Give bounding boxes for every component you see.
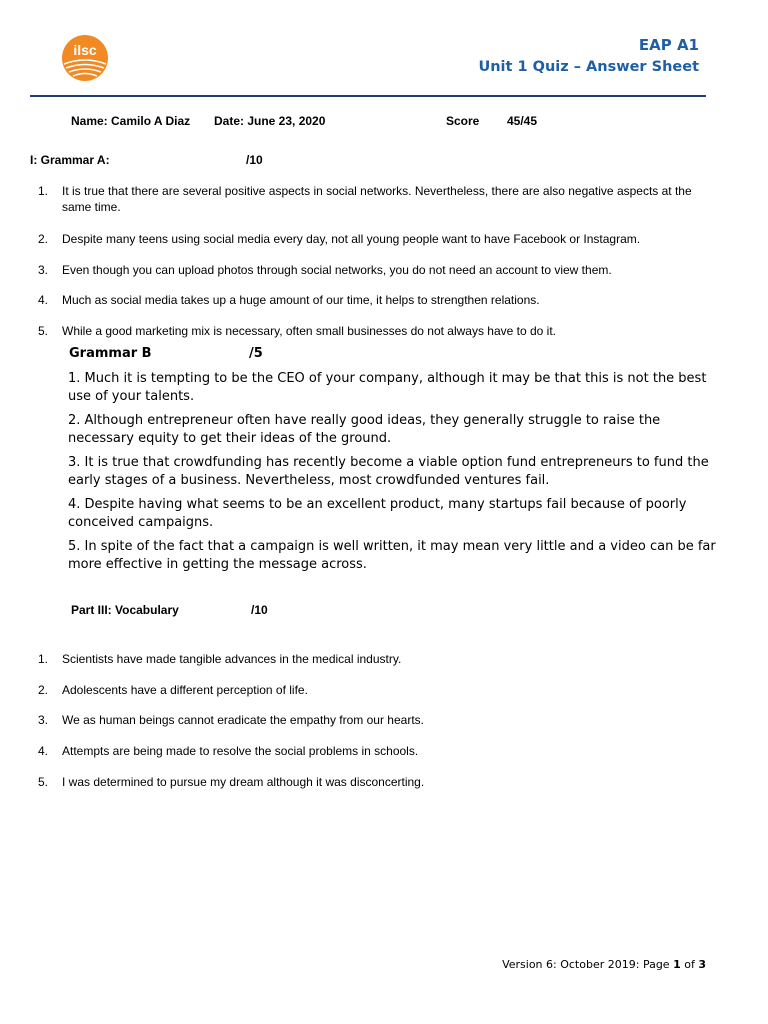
header-divider xyxy=(30,95,706,97)
item-text: Adolescents have a different perception of life. xyxy=(62,683,308,697)
page-of: of xyxy=(684,958,695,971)
ilsc-logo xyxy=(58,34,112,82)
course-title: EAP A1 xyxy=(638,36,699,54)
item-number: 3. xyxy=(38,263,49,277)
quiz-date: Date: June 23, 2020 xyxy=(214,114,326,128)
page-current: 1 xyxy=(673,958,681,971)
vocabulary-points: /10 xyxy=(251,603,268,617)
item-text: Even though you can upload photos through social networks, you do not need an account to view them. xyxy=(62,263,612,277)
item-text: It is true that there are several positive aspects in social networks. Nevertheless, there are also negative aspects at the same time. xyxy=(62,184,692,214)
page-footer xyxy=(502,958,706,971)
grammar-b-item: 3. It is true that crowdfunding has recently become a viable option fund entrepreneurs to fund the early stages of a business. Nevertheless, most crowdfunded ventures fail. xyxy=(68,455,709,488)
grammar-a-points: /10 xyxy=(246,153,263,167)
grammar-a-heading: I: Grammar A: xyxy=(30,153,110,167)
grammar-b-points: /5 xyxy=(249,346,263,361)
item-text: Scientists have made tangible advances in the medical industry. xyxy=(62,652,402,666)
grammar-b-item: 2. Although entrepreneur often have really good ideas, they generally struggle to raise the necessary equity to get their ideas of the ground. xyxy=(68,413,661,446)
item-text: We as human beings cannot eradicate the empathy from our hearts. xyxy=(62,713,424,727)
version-text: Version 6: October 2019: Page xyxy=(502,958,670,971)
student-name: Name: Camilo A Diaz xyxy=(71,114,191,128)
svg-text:ilsc: ilsc xyxy=(73,42,97,58)
vocabulary-heading: Part III: Vocabulary xyxy=(71,603,179,617)
item-number: 5. xyxy=(38,324,49,338)
item-text: I was determined to pursue my dream although it was disconcerting. xyxy=(62,775,425,789)
item-number: 2. xyxy=(38,232,49,246)
item-text: Despite many teens using social media every day, not all young people want to have Facebook or Instagram. xyxy=(62,232,641,246)
item-number: 3. xyxy=(38,713,49,727)
item-number: 2. xyxy=(38,683,49,697)
item-number: 4. xyxy=(38,293,49,307)
grammar-b-item: 5. In spite of the fact that a campaign is well written, it may mean very little and a video can be far more effective in getting the message across. xyxy=(68,539,716,572)
item-number: 4. xyxy=(38,744,49,758)
grammar-b-item: 4. Despite having what seems to be an excellent product, many startups fail because of poorly conceived campaigns. xyxy=(68,497,687,530)
grammar-b-item: 1. Much it is tempting to be the CEO of your company, although it may be that this is not the best use of your talents. xyxy=(68,371,707,404)
document-header xyxy=(478,34,699,78)
score-value: 45/45 xyxy=(507,114,538,128)
page-total: 3 xyxy=(698,958,706,971)
item-number: 5. xyxy=(38,775,49,789)
item-number: 1. xyxy=(38,652,49,666)
item-number: 1. xyxy=(38,184,49,198)
grammar-b-heading: Grammar B xyxy=(69,346,152,361)
item-text: Attempts are being made to resolve the social problems in schools. xyxy=(62,744,419,758)
quiz-title: Unit 1 Quiz – Answer Sheet xyxy=(478,59,699,75)
item-text: Much as social media takes up a huge amount of our time, it helps to strengthen relations. xyxy=(62,293,540,307)
score-label: Score xyxy=(446,114,480,128)
item-text: While a good marketing mix is necessary, often small businesses do not always have to do it. xyxy=(62,324,557,338)
